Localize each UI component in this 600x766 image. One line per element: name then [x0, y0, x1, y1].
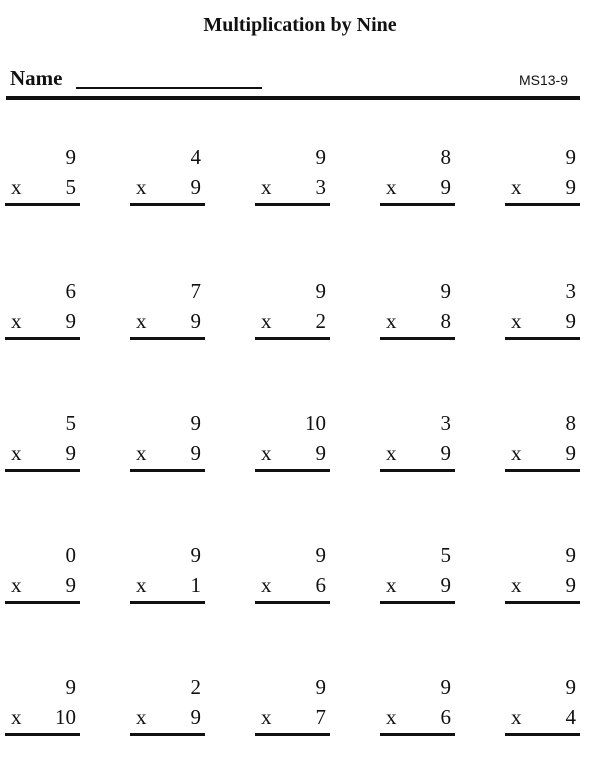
multiplier: 2	[315, 309, 326, 333]
multiplier: 9	[190, 705, 201, 729]
multiplier: 6	[440, 705, 451, 729]
multiply-operator: x	[136, 441, 147, 465]
multiply-operator: x	[511, 175, 522, 199]
multiply-operator: x	[386, 309, 397, 333]
header-rule	[6, 96, 580, 100]
answer-line	[255, 469, 330, 472]
multiplicand: 3	[440, 411, 451, 435]
multiplier: 9	[440, 573, 451, 597]
multiplicand: 9	[315, 675, 326, 699]
worksheet-title: Multiplication by Nine	[203, 14, 397, 36]
multiplier: 3	[315, 175, 326, 199]
multiplier: 9	[440, 441, 451, 465]
multiply-operator: x	[511, 573, 522, 597]
multiply-operator: x	[11, 441, 22, 465]
name-label: Name	[10, 66, 63, 90]
answer-line	[380, 601, 455, 604]
multiplicand: 0	[65, 543, 76, 567]
problem-r4-c1	[5, 543, 80, 603]
worksheet-code: MS13-9	[518, 72, 568, 88]
problem-r2-c5	[505, 279, 580, 339]
answer-line	[380, 203, 455, 206]
multiplier: 8	[440, 309, 451, 333]
answer-line	[255, 337, 330, 340]
multiplier: 9	[190, 441, 201, 465]
problem-r1-c4	[380, 145, 455, 205]
multiply-operator: x	[11, 705, 22, 729]
multiply-operator: x	[261, 441, 272, 465]
multiplier: 9	[565, 573, 576, 597]
answer-line	[380, 337, 455, 340]
multiplicand: 9	[65, 145, 76, 169]
multiplier: 5	[65, 175, 76, 199]
name-blank-line	[76, 87, 262, 89]
multiplicand: 7	[190, 279, 201, 303]
multiplicand: 9	[315, 279, 326, 303]
multiplier: 7	[315, 705, 326, 729]
answer-line	[505, 469, 580, 472]
multiply-operator: x	[136, 573, 147, 597]
multiplier: 9	[440, 175, 451, 199]
multiply-operator: x	[511, 309, 522, 333]
problem-r4-c5	[505, 543, 580, 603]
problem-r5-c4	[380, 675, 455, 735]
answer-line	[255, 733, 330, 736]
problem-r1-c1	[5, 145, 80, 205]
multiplicand: 9	[440, 675, 451, 699]
problem-r2-c1	[5, 279, 80, 339]
multiplicand: 9	[565, 145, 576, 169]
answer-line	[130, 203, 205, 206]
multiplicand: 10	[305, 411, 326, 435]
multiply-operator: x	[261, 309, 272, 333]
multiplier: 9	[65, 309, 76, 333]
problem-r1-c3	[255, 145, 330, 205]
answer-line	[130, 733, 205, 736]
multiplicand: 3	[565, 279, 576, 303]
answer-line	[130, 601, 205, 604]
multiplicand: 5	[65, 411, 76, 435]
multiplier: 9	[565, 441, 576, 465]
multiplicand: 9	[440, 279, 451, 303]
multiplicand: 5	[440, 543, 451, 567]
multiplier: 9	[565, 175, 576, 199]
multiplicand: 4	[190, 145, 201, 169]
problem-r4-c2	[130, 543, 205, 603]
multiplicand: 2	[190, 675, 201, 699]
multiplicand: 9	[315, 145, 326, 169]
answer-line	[380, 733, 455, 736]
multiplier: 10	[55, 705, 76, 729]
problem-r5-c2	[130, 675, 205, 735]
multiply-operator: x	[11, 175, 22, 199]
answer-line	[5, 469, 80, 472]
multiply-operator: x	[386, 175, 397, 199]
problem-r3-c5	[505, 411, 580, 471]
problem-r2-c4	[380, 279, 455, 339]
multiply-operator: x	[11, 573, 22, 597]
multiplicand: 9	[190, 411, 201, 435]
answer-line	[505, 203, 580, 206]
multiply-operator: x	[386, 705, 397, 729]
multiply-operator: x	[386, 441, 397, 465]
problem-r1-c5	[505, 145, 580, 205]
multiplier: 9	[65, 573, 76, 597]
multiply-operator: x	[261, 175, 272, 199]
problem-r5-c1	[5, 675, 80, 735]
multiplier: 6	[315, 573, 326, 597]
problem-r3-c2	[130, 411, 205, 471]
answer-line	[130, 469, 205, 472]
multiply-operator: x	[386, 573, 397, 597]
multiplicand: 9	[565, 543, 576, 567]
problem-r4-c4	[380, 543, 455, 603]
multiply-operator: x	[136, 309, 147, 333]
multiply-operator: x	[261, 573, 272, 597]
answer-line	[255, 601, 330, 604]
multiplier: 9	[315, 441, 326, 465]
multiplicand: 9	[190, 543, 201, 567]
problem-r3-c3	[255, 411, 330, 471]
multiplicand: 9	[565, 675, 576, 699]
answer-line	[5, 203, 80, 206]
answer-line	[130, 337, 205, 340]
problem-r2-c2	[130, 279, 205, 339]
multiplier: 4	[565, 705, 576, 729]
problem-r2-c3	[255, 279, 330, 339]
answer-line	[505, 733, 580, 736]
problem-r5-c3	[255, 675, 330, 735]
multiply-operator: x	[511, 705, 522, 729]
multiply-operator: x	[136, 175, 147, 199]
answer-line	[5, 337, 80, 340]
multiplicand: 8	[565, 411, 576, 435]
multiply-operator: x	[261, 705, 272, 729]
answer-line	[5, 601, 80, 604]
multiplier: 9	[190, 175, 201, 199]
multiplier: 9	[565, 309, 576, 333]
answer-line	[380, 469, 455, 472]
answer-line	[505, 337, 580, 340]
multiplicand: 6	[65, 279, 76, 303]
multiply-operator: x	[11, 309, 22, 333]
multiplier: 1	[190, 573, 201, 597]
multiply-operator: x	[136, 705, 147, 729]
problem-r5-c5	[505, 675, 580, 735]
multiply-operator: x	[511, 441, 522, 465]
multiplicand: 9	[315, 543, 326, 567]
answer-line	[5, 733, 80, 736]
problem-r3-c1	[5, 411, 80, 471]
problem-r3-c4	[380, 411, 455, 471]
answer-line	[255, 203, 330, 206]
multiplier: 9	[65, 441, 76, 465]
multiplicand: 8	[440, 145, 451, 169]
multiplier: 9	[190, 309, 201, 333]
multiplicand: 9	[65, 675, 76, 699]
answer-line	[505, 601, 580, 604]
problem-r1-c2	[130, 145, 205, 205]
problem-r4-c3	[255, 543, 330, 603]
